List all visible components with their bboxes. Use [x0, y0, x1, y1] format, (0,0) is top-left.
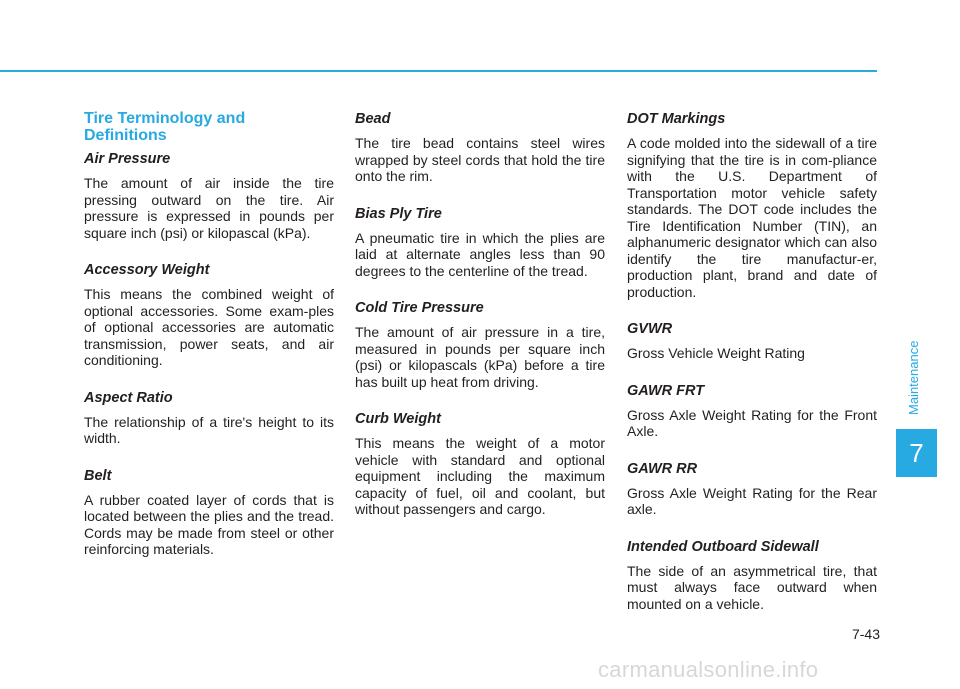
term-accessory-weight [84, 261, 334, 369]
term-definition: The side of an asymmetrical tire, that must always face outward when mounted on a vehicle. [627, 562, 877, 612]
term-gvwr [627, 320, 877, 362]
term-title: Cold Tire Pressure [355, 300, 484, 316]
term-title: Air Pressure [84, 151, 171, 167]
term-definition: This means the weight of a motor vehicle with standard and optional equipment including the maximum capacity of fuel, oil and coolant, but without passengers and cargo. [355, 435, 605, 517]
term-bias-ply-tire [355, 205, 605, 280]
term-gawr-rr [627, 460, 877, 518]
term-bead [355, 110, 605, 185]
chapter-tab-label: Maintenance [906, 340, 921, 416]
term-cold-tire-pressure [355, 299, 605, 390]
term-title: DOT Markings [627, 111, 726, 127]
term-gawr-frt [627, 382, 877, 440]
term-aspect-ratio [84, 389, 334, 447]
term-belt [84, 467, 334, 558]
chapter-number-tab: 7 [896, 429, 937, 477]
column-2 [355, 110, 605, 538]
term-title: Bias Ply Tire [355, 205, 442, 222]
term-title: Bead [355, 111, 391, 127]
column-1 [84, 110, 334, 578]
term-title: GAWR FRT [627, 382, 705, 399]
term-definition: A pneumatic tire in which the plies are laid at alternate angles less than 90 degrees to the centerline of the tread. [355, 229, 605, 279]
term-definition: Gross Vehicle Weight Rating [627, 345, 805, 361]
term-title: Intended Outboard Sidewall [627, 538, 819, 555]
column-3 [627, 110, 877, 632]
term-intended-outboard-sidewall [627, 538, 877, 613]
term-definition: The amount of air pressure in a tire, measured in pounds per square inch (psi) or kilopascals (kPa) before a tire has built up heat from driving. [355, 324, 605, 390]
term-definition: Gross Axle Weight Rating for the Rear axle. [627, 484, 877, 517]
term-title: Curb Weight [355, 411, 441, 427]
term-title: Accessory Weight [84, 262, 210, 278]
term-title: Belt [84, 467, 112, 484]
term-dot-markings [627, 110, 877, 300]
watermark: carmanualsonline.info [598, 657, 819, 682]
term-air-pressure [84, 150, 334, 241]
term-definition: A rubber coated layer of cords that is located between the plies and the tread. Cords may be made from steel or other reinforcing materials. [84, 491, 334, 557]
section-title: Tire Terminology and Definitions [84, 110, 246, 144]
term-definition: Gross Axle Weight Rating for the Front Axle. [627, 406, 877, 439]
term-definition: The relationship of a tire's height to its width. [84, 413, 334, 446]
page-number: 7-43 [851, 626, 880, 642]
term-definition: The tire bead contains steel wires wrapped by steel cords that hold the tire onto the rim. [355, 135, 605, 184]
term-title: Aspect Ratio [84, 389, 173, 406]
term-curb-weight [355, 410, 605, 518]
term-title: GVWR [627, 321, 673, 337]
term-definition: The amount of air inside the tire pressing outward on the tire. Air pressure is expressed in pounds per square inch (psi) or kilopascal (kPa). [84, 175, 334, 241]
term-definition: This means the combined weight of optional accessories. Some exam-ples of optional accessories are automatic transmission, power seats, and air conditioning. [84, 286, 334, 368]
term-title: GAWR RR [627, 460, 698, 477]
header-rule [0, 70, 877, 72]
term-definition: A code molded into the sidewall of a tire signifying that the tire is in com-pliance with the U.S. Department of Transportation motor vehicle safety standards. The DOT code includes the Tire Identification Number (TIN), an alphanumeric designator which can also identify the tire manufactur-er, production plant, brand and date of production. [627, 135, 877, 300]
